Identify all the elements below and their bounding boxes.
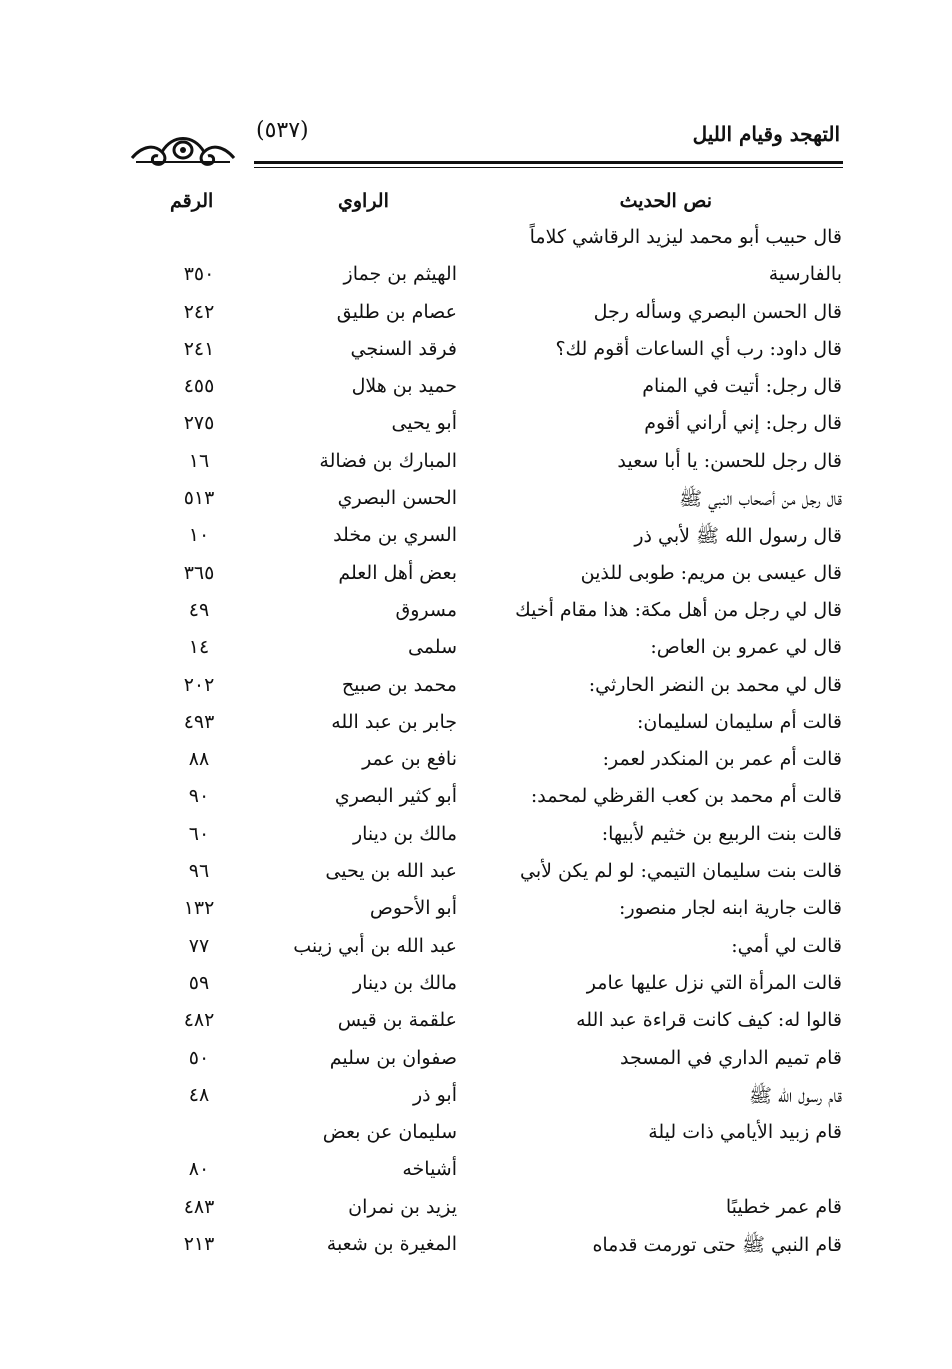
page-number: (٥٣٧) [256,118,309,143]
entry-number: ٤٩ [188,598,210,621]
header-rule-thin [254,167,843,168]
hadith-text: قام عمر خطيبًا [725,1195,842,1218]
hadith-text: قال الحسن البصري وسأله رجل [593,300,842,323]
column-header-text: نص الحديث [619,190,712,212]
entry-number: ٦٠ [188,822,210,845]
entry-number: ٢٤١ [183,337,215,360]
hadith-text: قال لي محمد بن النضر الحارثي: [588,673,842,696]
hadith-text: قال رسول الله ﷺ لأبي ذر [634,525,842,548]
narrator: جابر بن عبد الله [331,710,457,733]
column-header-narrator: الراوي [338,190,389,212]
entry-number: ١٠ [188,524,210,547]
entry-number: ٢٠٢ [183,673,215,696]
hadith-text: قالت لي أمي: [731,934,842,957]
hadith-text: قال حبيب أبو محمد ليزيد الرقاشي كلاماً [529,226,842,248]
table-row [0,297,952,334]
hadith-text: قال داود: رب أي الساعات أقوم لك؟ [555,337,842,360]
hadith-text: قالت بنت الربيع بن خثيم لأبيها: [601,822,842,845]
narrator: مالك بن دينار [352,822,457,845]
table-row [0,670,952,707]
entry-number: ٥٩ [188,971,210,994]
narrator: المغيرة بن شعبة [326,1233,457,1256]
table-row [0,1117,952,1154]
table-row [0,744,952,781]
entry-number: ٨٠ [188,1158,210,1181]
narrator: سلمى [407,636,457,659]
hadith-text: قالت بنت سليمان التيمي: لو لم يكن لأبي [520,860,842,883]
hadith-text: قالت أم عمر بن المنكدر لعمر: [602,748,842,771]
narrator: يزيد بن نمران [348,1195,457,1218]
table-row [0,483,952,520]
table-row [0,781,952,818]
entry-number: ٥٠ [188,1046,210,1069]
narrator: أشياخه [402,1158,457,1181]
hadith-text: قال لي عمرو بن العاص: [650,636,842,659]
table-row [0,856,952,893]
narrator: أبو ذر [412,1083,457,1106]
narrator: فرقد السنجي [350,337,457,360]
narrator: صفوان بن سليم [329,1046,457,1069]
header-rule-thick [254,161,843,164]
table-row [0,707,952,744]
narrator: سليمان عن بعض [322,1121,457,1144]
entry-number: ٤٥٥ [183,375,215,398]
table-row [0,1080,952,1117]
narrator: الحسن البصري [337,487,457,510]
entry-number: ٣٥٠ [183,263,215,286]
narrator: نافع بن عمر [362,748,457,771]
entry-number: ١٦ [188,449,210,472]
narrator: عبد الله بن أبي زينب [293,934,457,957]
narrator: أبو يحيى [391,412,457,435]
entry-number: ٢٤٢ [183,300,215,323]
hadith-text: قال عيسى بن مريم: طوبى للذين [580,561,842,584]
table-row [0,1192,952,1229]
narrator: عصام بن طليق [336,300,457,323]
entry-number: ٤٨٢ [183,1009,215,1032]
table-row [0,1154,952,1191]
entry-number: ٤٨٣ [183,1195,215,1218]
narrator: الهيثم بن جماز [343,263,457,286]
table-row [0,632,952,669]
table-row [0,1043,952,1080]
entry-number: ١٤ [188,636,210,659]
table-row [0,931,952,968]
table-row [0,334,952,371]
table-row [0,819,952,856]
hadith-text: قالوا له: كيف كانت قراءة عبد الله [576,1009,842,1032]
entry-number: ٩٦ [188,860,210,883]
entry-number: ٩٠ [188,785,210,808]
table-row [0,595,952,632]
table-row [0,968,952,1005]
table-row [0,408,952,445]
index-table [0,222,952,1266]
entry-number: ٨٨ [188,748,210,771]
narrator: المبارك بن فضالة [319,449,457,472]
entry-number: ٤٩٣ [183,710,215,733]
entry-number: ٢٧٥ [183,412,215,435]
narrator: أبو الأحوص [369,897,457,920]
narrator: بعض أهل العلم [338,561,457,584]
narrator: أبو كثير البصري [334,785,457,808]
hadith-text: قام رسول الله ﷺ [748,1084,842,1107]
entry-number: ٥١٣ [183,487,215,510]
hadith-text: قالت أم محمد بن كعب القرظي لمحمد: [530,785,842,808]
hadith-text: بالفارسية [768,263,842,286]
table-row [0,446,952,483]
hadith-text: قام النبي ﷺ حتى تورمت قدماه [592,1234,842,1257]
entry-number: ١٣٢ [183,897,215,920]
narrator: عبد الله بن يحيى [325,860,457,883]
table-row [0,371,952,408]
hadith-text: قال رجل: إني أراني أقوم [644,412,842,435]
entry-number: ٧٧ [188,934,210,957]
table-row [0,893,952,930]
narrator: علقمة بن قيس [337,1009,457,1032]
ornament-icon [128,128,238,170]
entry-number: ٤٨ [188,1083,210,1106]
entry-number: ٢١٣ [183,1233,215,1256]
hadith-text: قام زبيد الأيامي ذات ليلة [648,1121,842,1144]
table-row [0,222,952,259]
hadith-text: قال رجل للحسن: يا أبا سعيد [617,449,842,472]
hadith-text: قال رجل من أصحاب النبي ﷺ [679,488,842,511]
hadith-text: قال لي رجل من أهل مكة: هذا مقام أخيك [515,598,842,621]
narrator: حميد بن هلال [351,375,457,398]
hadith-text: قام تميم الداري في المسجد [620,1046,842,1069]
entry-number: ٣٦٥ [183,561,215,584]
hadith-text: قالت المرأة التي نزل عليها عامر [586,971,842,994]
table-row [0,520,952,557]
column-header-number: الرقم [170,190,214,212]
running-head-title: التهجد وقيام الليل [692,122,840,146]
table-row [0,558,952,595]
table-row [0,1229,952,1266]
narrator: السري بن مخلد [333,524,457,547]
hadith-text: قال رجل: أتيت في المنام [642,375,842,398]
narrator: محمد بن صبيح [341,673,457,696]
table-row [0,1005,952,1042]
narrator: مسروق [395,598,457,621]
hadith-text: قالت جارية ابنه لجار منصور: [619,897,842,920]
narrator: مالك بن دينار [352,971,457,994]
table-row [0,259,952,296]
hadith-text: قالت أم سليمان لسليمان: [636,710,842,733]
